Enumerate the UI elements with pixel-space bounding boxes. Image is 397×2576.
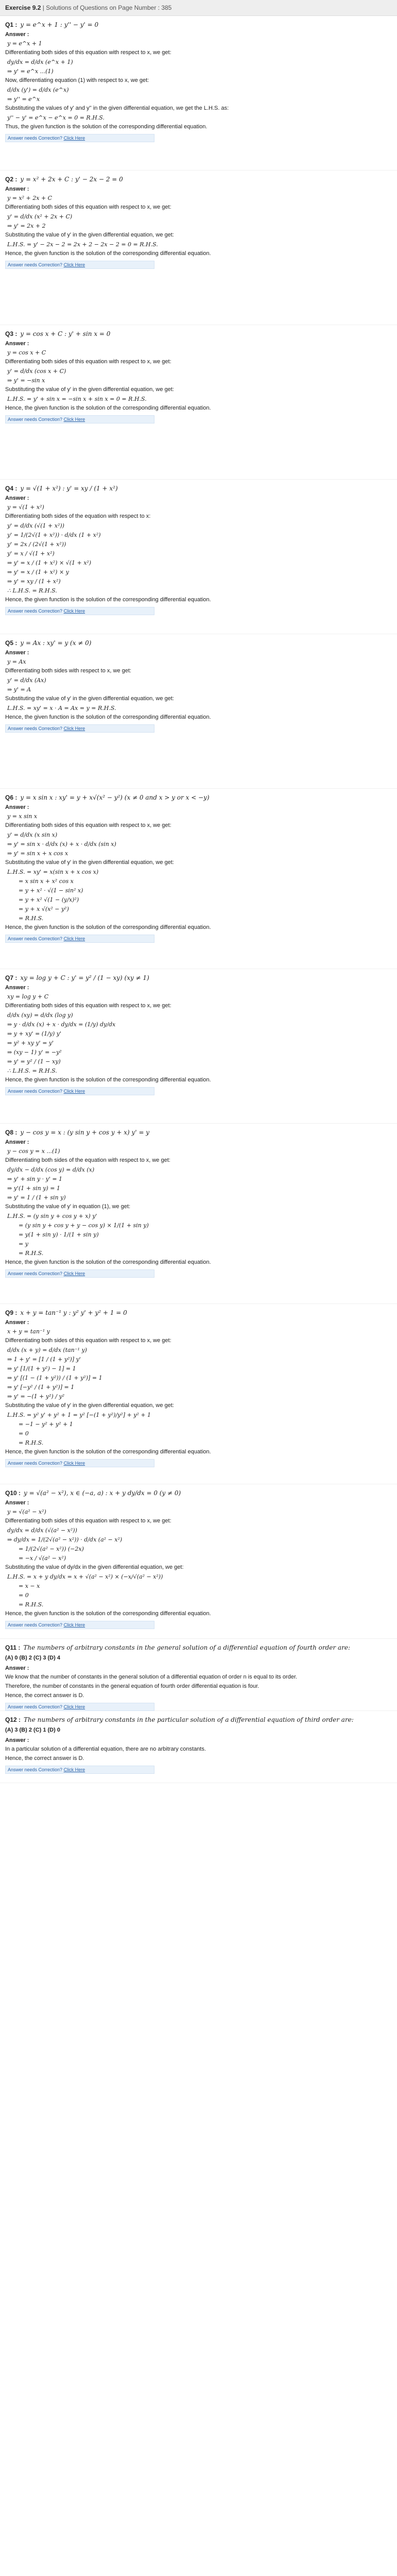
solution-text-line: Substituting the value of y' in equation (1), we get:	[5, 1204, 131, 1210]
solution-math-line: ∴ L.H.S. = R.H.S.	[7, 587, 57, 594]
solution-math-line: L.H.S. = y² y' + y² + 1 = y² [−(1 + y²)/y²] + y² + 1	[7, 1412, 151, 1418]
question-number: Q3 :	[5, 330, 18, 337]
answer-correction-text: Answer needs Correction?	[8, 608, 63, 614]
solution-math-line: y = e^x + 1	[7, 40, 42, 47]
solution-math-line: y = cos x + C	[7, 349, 46, 356]
answer-correction-text: Answer needs Correction?	[8, 262, 63, 267]
question-heading	[5, 485, 392, 492]
answer-label: Answer :	[5, 1500, 29, 1506]
solution-text-line: Differentiating both sides of the equation with respect to x:	[5, 513, 151, 519]
question-number: Q9 :	[5, 1309, 18, 1316]
answer-correction-text: Answer needs Correction?	[8, 1622, 63, 1628]
solution-text-line: Differentiating both sides of this equation with respect to x, we get:	[5, 1337, 171, 1344]
solution-math-line: L.H.S. = x + y dy/dx = x + √(a² − x²) × (−x/√(a² − x²))	[7, 1573, 163, 1580]
solution-math-line: y = Ax	[7, 658, 26, 665]
solution-text-line: Differentiating both sides with respect to x, we get:	[5, 668, 131, 674]
question-block	[0, 16, 397, 171]
question-heading	[5, 1309, 392, 1316]
question-options: (A) 3 (B) 2 (C) 1 (D) 0	[5, 1727, 60, 1733]
question-statement: xy = log y + C : y' = y² / (1 − xy) (xy ≠ 1)	[20, 974, 149, 981]
answer-correction-bar[interactable]	[5, 935, 154, 943]
answer-label: Answer :	[5, 1737, 29, 1743]
solution-math-line: ⇒ y' + sin y · y' = 1	[7, 1176, 63, 1182]
question-statement: y = cos x + C : y' + sin x = 0	[20, 330, 111, 337]
solution-math-line: = 0	[19, 1592, 29, 1599]
question-heading	[5, 1644, 392, 1651]
solution-text-line: Hence, the correct answer is D.	[5, 1755, 84, 1761]
answer-label: Answer :	[5, 31, 29, 38]
solution-math-line: d/dx (x + y) = d/dx (tan⁻¹ y)	[7, 1347, 87, 1353]
answer-correction-text: Answer needs Correction?	[8, 1704, 63, 1709]
solution-math-line: ⇒ y' = 2x + 2	[7, 223, 46, 229]
solution-math-line: y = √(a² − x²)	[7, 1509, 46, 1515]
solution-text-line: Hence, the given function is the solution of the corresponding differential equation.	[5, 1449, 211, 1455]
solution-math-line: d/dx (xy) = d/dx (log y)	[7, 1012, 73, 1019]
solution-math-line: ⇒ y' [(1 − (1 + y²)) / (1 + y²)] = 1	[7, 1375, 102, 1381]
solution-math-line: ⇒ y' [−y² / (1 + y²)] = 1	[7, 1384, 75, 1391]
solution-math-line: ⇒ y' = sin x + x cos x	[7, 850, 68, 857]
solution-text-line: Substituting the value of y' in the given differential equation, we get:	[5, 696, 174, 702]
solution-math-line: ∴ L.H.S. = R.H.S.	[7, 1067, 57, 1074]
answer-label: Answer :	[5, 1319, 29, 1326]
question-heading	[5, 1716, 392, 1723]
solution-math-line: y = x sin x	[7, 813, 38, 820]
solution-math-line: x + y = tan⁻¹ y	[7, 1328, 50, 1335]
solution-math-line: ⇒ y² + xy y' = y'	[7, 1040, 54, 1046]
click-here-link[interactable]: Click Here	[63, 726, 85, 731]
question-number: Q2 :	[5, 176, 18, 183]
answer-correction-bar[interactable]	[5, 607, 154, 615]
answer-correction-text: Answer needs Correction?	[8, 417, 63, 422]
question-block	[0, 171, 397, 325]
solution-math-line: d/dx (y') = d/dx (e^x)	[7, 87, 69, 93]
solution-text-line: Substituting the value of y' in the given differential equation, we get:	[5, 386, 174, 393]
solution-math-line: xy = log y + C	[7, 993, 49, 1000]
question-heading	[5, 176, 392, 183]
answer-correction-bar[interactable]	[5, 1766, 154, 1774]
solution-math-line: = R.H.S.	[19, 1601, 44, 1608]
solution-math-line: ⇒ 1 + y' = [1 / (1 + y²)] y'	[7, 1356, 81, 1363]
question-heading	[5, 1489, 392, 1497]
solution-math-line: y − cos y = x ...(1)	[7, 1148, 60, 1155]
solution-math-line: y' = d/dx (x² + 2x + C)	[7, 213, 73, 220]
question-block	[0, 634, 397, 789]
question-block	[0, 325, 397, 480]
solution-math-line: = y + x √(x² − y²)	[19, 906, 69, 912]
click-here-link[interactable]: Click Here	[63, 1622, 85, 1628]
solution-text-line: Hence, the correct answer is D.	[5, 1692, 84, 1699]
solution-text-line: Hence, the given function is the solution of the corresponding differential equation.	[5, 714, 211, 720]
click-here-link[interactable]: Click Here	[63, 1089, 85, 1094]
solution-text-line: Differentiating both sides of this equation with respect to x, we get:	[5, 1003, 171, 1009]
answer-correction-text: Answer needs Correction?	[8, 1271, 63, 1276]
solution-math-line: y' = d/dx (Ax)	[7, 677, 46, 684]
question-statement: The numbers of arbitrary constants in the general solution of a differential equation of fourth order are:	[23, 1644, 350, 1651]
answer-correction-bar[interactable]	[5, 724, 154, 733]
solution-math-line: y'' − y' = e^x − e^x = 0 = R.H.S.	[7, 114, 105, 121]
solution-math-line: = −1 − y² + y² + 1	[19, 1421, 73, 1428]
question-number: Q1 :	[5, 21, 18, 28]
solution-text-line: Substituting the value of y' in the given differential equation, we get:	[5, 232, 174, 238]
solution-text-line: Substituting the value of y' in the given differential equation, we get:	[5, 1402, 174, 1409]
solution-text-line: Therefore, the number of constants in the general equation of fourth order differential equation is four.	[5, 1683, 260, 1689]
answer-correction-bar[interactable]	[5, 1087, 154, 1095]
solution-math-line: L.H.S. = (y sin y + cos y + x) y'	[7, 1213, 97, 1219]
click-here-link[interactable]: Click Here	[63, 1461, 85, 1466]
solution-math-line: ⇒ y' = y² / (1 − xy)	[7, 1058, 61, 1065]
answer-correction-text: Answer needs Correction?	[8, 1461, 63, 1466]
click-here-link[interactable]: Click Here	[63, 608, 85, 614]
question-statement: y = Ax : xy' = y (x ≠ 0)	[20, 639, 92, 647]
question-number: Q11 :	[5, 1644, 21, 1651]
solution-math-line: L.H.S. = xy' = x · A = Ax = y = R.H.S.	[7, 705, 116, 711]
answer-label: Answer :	[5, 495, 29, 501]
solution-text-line: We know that the number of constants in the general solution of a differential equation of order n is equal to its order.	[5, 1674, 298, 1680]
page-subtitle: Solutions of Questions on Page Number : 385	[46, 4, 172, 11]
question-block	[0, 969, 397, 1124]
solution-math-line: ⇒ (xy − 1) y' = −y²	[7, 1049, 62, 1056]
solution-text-line: Substituting the value of dy/dx in the given differential equation, we get:	[5, 1564, 184, 1570]
answer-label: Answer :	[5, 1139, 29, 1145]
solution-math-line: y = √(1 + x²)	[7, 504, 44, 511]
solution-text-line: Thus, the given function is the solution of the corresponding differential equation.	[5, 124, 208, 130]
solution-text-line: Differentiating both sides of this equation with respect to x, we get:	[5, 822, 171, 828]
answer-correction-bar[interactable]	[5, 261, 154, 269]
solution-math-line: = R.H.S.	[19, 1439, 44, 1446]
solution-math-line: = 1/(2√(a² − x²)) (−2x)	[19, 1546, 84, 1552]
click-here-link[interactable]: Click Here	[63, 936, 85, 941]
question-block	[0, 1711, 397, 1783]
solution-math-line: = y + x² · √(1 − sin² x)	[19, 887, 83, 894]
answer-label: Answer :	[5, 650, 29, 656]
question-heading	[5, 330, 392, 337]
page-header: Exercise 9.2 | Solutions of Questions on Page Number : 385	[0, 0, 397, 16]
answer-correction-text: Answer needs Correction?	[8, 135, 63, 141]
question-block	[0, 1304, 397, 1484]
solution-math-line: ⇒ y' [1/(1 + y²) − 1] = 1	[7, 1365, 76, 1372]
answer-label: Answer :	[5, 804, 29, 810]
solution-text-line: Differentiating both sides of this equation with respect to x, we get:	[5, 204, 171, 210]
click-here-link[interactable]: Click Here	[63, 417, 85, 422]
solution-text-line: In a particular solution of a differential equation, there are no arbitrary constants.	[5, 1746, 206, 1752]
solution-math-line: = R.H.S.	[19, 915, 44, 922]
question-statement: y − cos y = x : (y sin y + cos y + x) y' = y	[20, 1129, 150, 1136]
solution-math-line: = R.H.S.	[19, 1250, 44, 1257]
answer-label: Answer :	[5, 985, 29, 991]
answer-correction-bar[interactable]	[5, 415, 154, 423]
click-here-link[interactable]: Click Here	[63, 262, 85, 267]
question-number: Q6 :	[5, 794, 18, 801]
click-here-link[interactable]: Click Here	[63, 1767, 85, 1772]
solution-text-line: Differentiating both sides of the equation with respect to x, we get:	[5, 1157, 170, 1163]
solution-text-line: Hence, the given function is the solution of the corresponding differential equation.	[5, 250, 211, 257]
question-number: Q10 :	[5, 1489, 21, 1497]
solution-math-line: ⇒ y' = −(1 + y²) / y²	[7, 1393, 65, 1400]
click-here-link[interactable]: Click Here	[63, 1704, 85, 1709]
solution-text-line: Hence, the given function is the solution of the corresponding differential equation.	[5, 1259, 211, 1265]
question-block	[0, 1639, 397, 1711]
question-statement: y = e^x + 1 : y'' − y' = 0	[20, 21, 99, 28]
solution-math-line: y' = 2x / (2√(1 + x²))	[7, 541, 66, 548]
solution-text-line: Hence, the given function is the solution of the corresponding differential equation.	[5, 1611, 211, 1617]
solution-math-line: = x − x	[19, 1583, 40, 1589]
solution-math-line: ⇒ y' = −sin x	[7, 377, 45, 384]
solution-text-line: Hence, the given function is the solution of the corresponding differential equation.	[5, 597, 211, 603]
click-here-link[interactable]: Click Here	[63, 1271, 85, 1276]
solution-math-line: ⇒ y' = x / (1 + x²) × √(1 + x²)	[7, 560, 92, 566]
solution-text-line: Substituting the values of y' and y'' in the given differential equation, we get the L.H.S. as:	[5, 105, 229, 111]
solution-math-line: L.H.S. = xy' = x(sin x + x cos x)	[7, 869, 99, 875]
answer-label: Answer :	[5, 1665, 29, 1671]
solution-math-line: = x sin x + x² cos x	[19, 878, 74, 885]
answer-correction-text: Answer needs Correction?	[8, 1089, 63, 1094]
answer-label: Answer :	[5, 186, 29, 192]
solution-math-line: y' = d/dx (√(1 + x²))	[7, 522, 64, 529]
question-block	[0, 480, 397, 634]
answer-correction-bar[interactable]	[5, 1703, 154, 1711]
question-options: (A) 0 (B) 2 (C) 3 (D) 4	[5, 1655, 60, 1661]
solution-math-line: ⇒ dy/dx = 1/(2√(a² − x²)) · d/dx (a² − x²)	[7, 1536, 123, 1543]
solution-math-line: dy/dx − d/dx (cos y) = d/dx (x)	[7, 1166, 95, 1173]
question-heading	[5, 1129, 392, 1136]
solution-math-line: = −x / √(a² − x²)	[19, 1555, 66, 1562]
answer-correction-bar[interactable]	[5, 1269, 154, 1278]
question-number: Q8 :	[5, 1129, 18, 1136]
answer-correction-bar[interactable]	[5, 1459, 154, 1467]
solution-math-line: ⇒ y' = e^x ...(1)	[7, 68, 54, 75]
solution-math-line: ⇒ y + xy' = (1/y) y'	[7, 1030, 62, 1037]
solution-math-line: = y	[19, 1241, 28, 1247]
question-statement: y = x sin x : xy' = y + x√(x² − y²) (x ≠ 0 and x > y or x < −y)	[20, 794, 210, 801]
question-statement: y = √(a² − x²), x ∈ (−a, a) : x + y dy/dx = 0 (y ≠ 0)	[24, 1489, 181, 1497]
question-statement: The numbers of arbitrary constants in the particular solution of a differential equation of third order are:	[24, 1716, 354, 1723]
question-number: Q12 :	[5, 1716, 21, 1723]
answer-correction-text: Answer needs Correction?	[8, 726, 63, 731]
question-heading	[5, 974, 392, 981]
question-block	[0, 789, 397, 969]
solution-math-line: y' = 1/(2√(1 + x²)) · d/dx (1 + x²)	[7, 532, 101, 538]
question-number: Q5 :	[5, 639, 18, 647]
solution-math-line: y = x² + 2x + C	[7, 195, 53, 201]
solution-math-line: = (y sin y + cos y + y − cos y) × 1/(1 + sin y)	[19, 1222, 149, 1229]
solution-math-line: dy/dx = d/dx (e^x + 1)	[7, 59, 73, 65]
solution-math-line: = y + x² √(1 − (y/x)²)	[19, 896, 79, 903]
solution-math-line: L.H.S. = y' + sin x = −sin x + sin x = 0 = R.H.S.	[7, 396, 147, 402]
solution-math-line: y' = d/dx (cos x + C)	[7, 368, 66, 375]
solution-text-line: Hence, the given function is the solution of the corresponding differential equation.	[5, 1077, 211, 1083]
answer-correction-bar[interactable]	[5, 134, 154, 142]
solution-math-line: L.H.S. = y' − 2x − 2 = 2x + 2 − 2x − 2 = 0 = R.H.S.	[7, 241, 158, 248]
solution-text-line: Substituting the value of y' in the given differential equation, we get:	[5, 859, 174, 866]
question-heading	[5, 639, 392, 647]
solution-math-line: ⇒ y'(1 + sin y) = 1	[7, 1185, 60, 1192]
question-statement: y = √(1 + x²) : y' = xy / (1 + x²)	[20, 485, 118, 492]
answer-correction-bar[interactable]	[5, 1621, 154, 1629]
solution-math-line: ⇒ y · d/dx (x) + x · dy/dx = (1/y) dy/dx	[7, 1021, 116, 1028]
solution-text-line: Hence, the given function is the solution of the corresponding differential equation.	[5, 405, 211, 411]
solution-math-line: y' = d/dx (x sin x)	[7, 832, 58, 838]
solution-math-line: ⇒ y' = x / (1 + x²) × y	[7, 569, 69, 575]
question-heading	[5, 21, 392, 28]
solution-math-line: dy/dx = d/dx (√(a² − x²))	[7, 1527, 77, 1534]
solution-text-line: Now, differentiating equation (1) with respect to x, we get:	[5, 77, 149, 83]
answer-label: Answer :	[5, 341, 29, 347]
solution-math-line: ⇒ y' = sin x · d/dx (x) + x · d/dx (sin x)	[7, 841, 116, 848]
question-statement: x + y = tan⁻¹ y : y² y' + y² + 1 = 0	[20, 1309, 127, 1316]
question-block	[0, 1124, 397, 1304]
answer-correction-text: Answer needs Correction?	[8, 1767, 63, 1772]
click-here-link[interactable]: Click Here	[63, 135, 85, 141]
answer-correction-text: Answer needs Correction?	[8, 936, 63, 941]
questions-list	[0, 16, 397, 1783]
solution-text-line: Hence, the given function is the solution of the corresponding differential equation.	[5, 924, 211, 930]
solution-text-line: Differentiating both sides of this equation with respect to x, we get:	[5, 1518, 171, 1524]
solution-math-line: ⇒ y' = 1 / (1 + sin y)	[7, 1194, 66, 1201]
solution-math-line: ⇒ y' = xy / (1 + x²)	[7, 578, 61, 585]
solution-text-line: Differentiating both sides of this equation with respect to x, we get:	[5, 359, 171, 365]
solution-math-line: ⇒ y' = A	[7, 686, 31, 693]
exercise-title: Exercise 9.2	[5, 4, 41, 11]
question-number: Q7 :	[5, 974, 18, 981]
solution-math-line: ⇒ y'' = e^x	[7, 96, 40, 103]
solution-math-line: y' = x / √(1 + x²)	[7, 550, 55, 557]
solution-text-line: Differentiating both sides of this equation with respect to x, we get:	[5, 49, 171, 56]
question-statement: y = x² + 2x + C : y' − 2x − 2 = 0	[20, 176, 123, 183]
question-number: Q4 :	[5, 485, 18, 492]
solution-math-line: = 0	[19, 1430, 29, 1437]
question-block	[0, 1484, 397, 1639]
solution-math-line: = y(1 + sin y) · 1/(1 + sin y)	[19, 1231, 99, 1238]
question-heading	[5, 794, 392, 801]
